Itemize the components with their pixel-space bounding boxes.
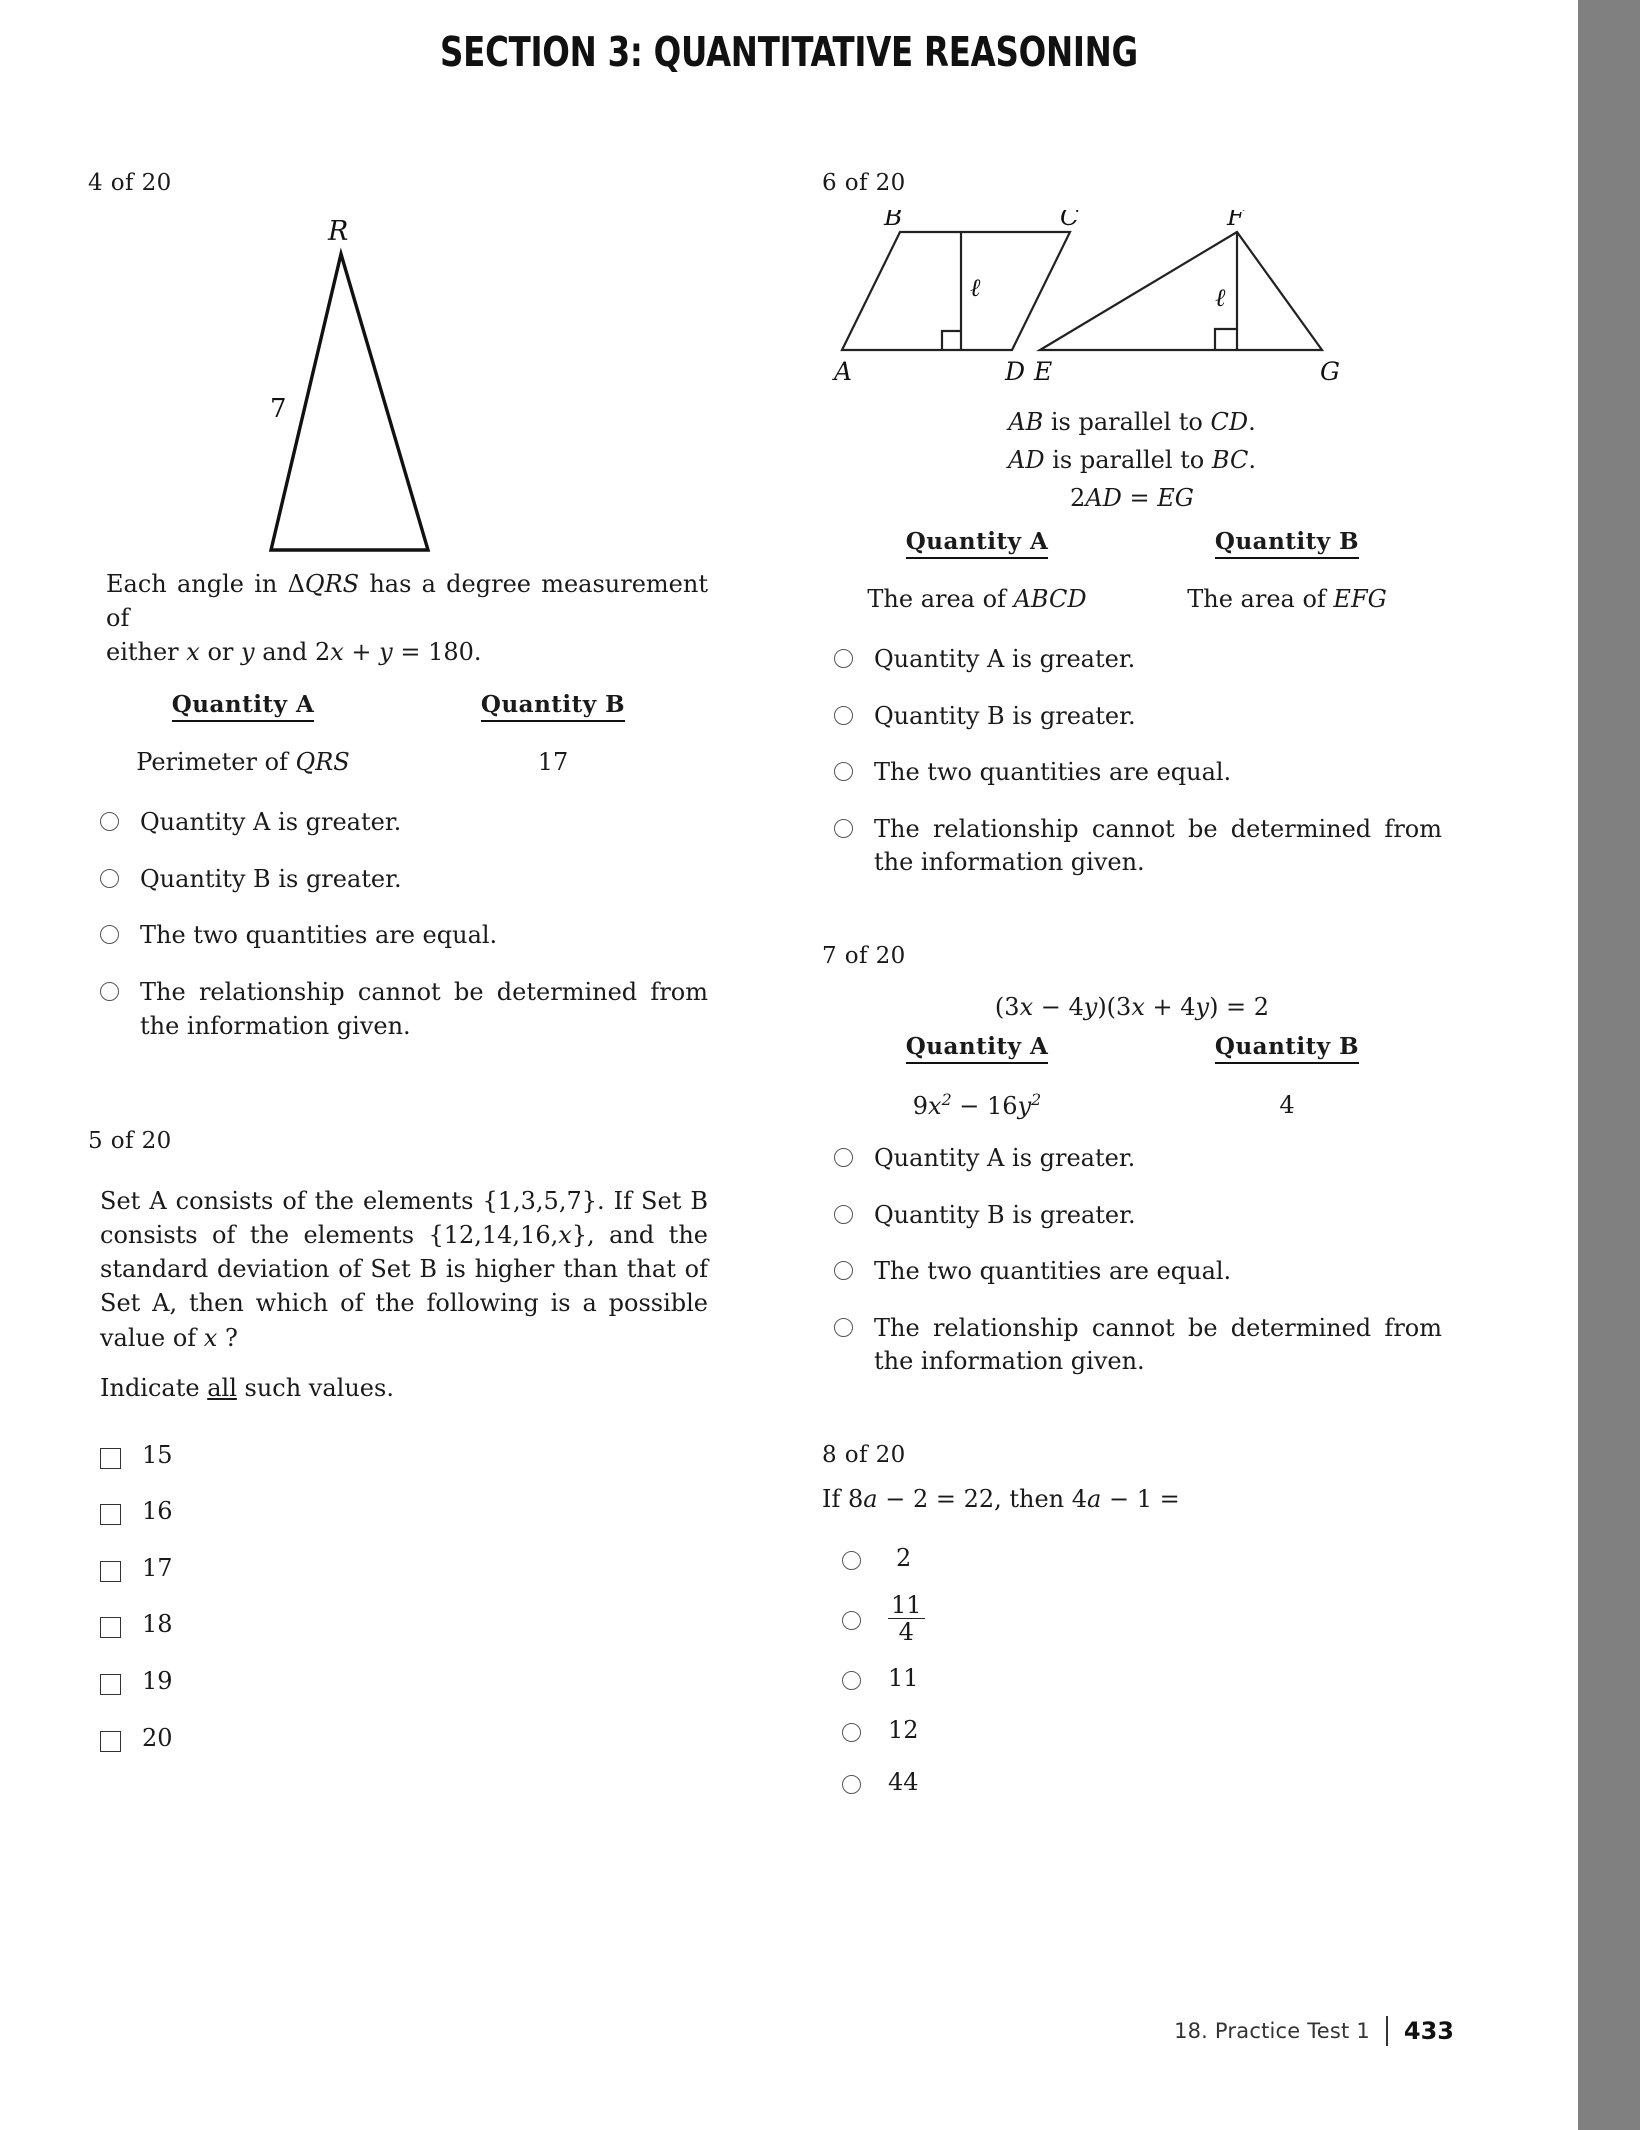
- checkbox-icon[interactable]: [100, 1561, 121, 1582]
- q4-quantity-b-value: 17: [537, 748, 569, 777]
- question-6-figure: [822, 210, 1442, 390]
- right-column: [822, 170, 1442, 1817]
- option-label: 12: [888, 1715, 919, 1744]
- checkbox-label: 17: [142, 1553, 173, 1582]
- question-8-stem: If 8a − 2 = 22, then 4a − 1 =: [822, 1484, 1180, 1513]
- radio-circle-icon[interactable]: [834, 649, 853, 668]
- option-label: The relationship cannot be determined from the information given.: [874, 1313, 1442, 1376]
- question-6-options: [834, 643, 1442, 880]
- fraction-numerator: 11: [891, 1590, 922, 1619]
- option-label: Quantity A is greater.: [874, 1143, 1136, 1172]
- radio-circle-icon[interactable]: [834, 819, 853, 838]
- question-4-figure: [88, 202, 708, 557]
- radio-circle-icon[interactable]: [834, 1318, 853, 1337]
- option-row[interactable]: [834, 1142, 1442, 1176]
- question-4: [88, 170, 708, 1043]
- radio-circle-icon[interactable]: [834, 706, 853, 725]
- question-5-number: 5 of 20: [88, 1128, 172, 1155]
- option-label: The two quantities are equal.: [140, 921, 498, 950]
- question-7: [822, 943, 1442, 1379]
- q7-quantity-a-header: Quantity A: [906, 1033, 1049, 1064]
- radio-circle-icon[interactable]: [842, 1611, 861, 1630]
- option-row[interactable]: [842, 1542, 1442, 1576]
- checkbox-label: 16: [142, 1497, 173, 1526]
- fraction-denominator: 4: [888, 1618, 925, 1646]
- option-label: 44: [888, 1767, 919, 1796]
- checkbox-row[interactable]: [100, 1722, 708, 1756]
- question-4-number: 4 of 20: [88, 170, 172, 196]
- q4-quantity-a-value: Perimeter of QRS: [136, 748, 350, 777]
- checkbox-label: 18: [142, 1610, 173, 1639]
- question-5-stem: [100, 1184, 708, 1354]
- fraction: [888, 1592, 925, 1647]
- question-5-stem-text: Set A consists of the elements {1,3,5,7}. If Set B consists of the elements {12,14,16,x}, and the standard deviation of Set B is higher than that of Set A, then which of the following is a possible value of x ?: [100, 1187, 708, 1352]
- label-height-l-right: ℓ: [1215, 283, 1226, 312]
- footer-divider: [1386, 2016, 1388, 2046]
- question-7-equation: (3x − 4y)(3x + 4y) = 2: [994, 992, 1270, 1021]
- label-vertex-b: B: [884, 210, 903, 231]
- label-vertex-d: D: [1005, 357, 1026, 386]
- label-vertex-g: G: [1320, 357, 1340, 386]
- checkbox-row[interactable]: [100, 1495, 708, 1529]
- question-4-stem-line1: Each angle in ΔQRS has a degree measurement of: [106, 570, 708, 633]
- q7-quantity-b-value: 4: [1279, 1090, 1295, 1119]
- radio-circle-icon[interactable]: [842, 1723, 861, 1742]
- option-label: Quantity A is greater.: [874, 645, 1136, 673]
- question-8-choices: [842, 1542, 1442, 1799]
- question-5: [88, 1128, 708, 1755]
- question-7-quantity-table: [822, 1033, 1442, 1120]
- instruction-post: such values.: [236, 1373, 394, 1402]
- checkbox-icon[interactable]: [100, 1674, 121, 1695]
- option-row[interactable]: [100, 806, 708, 840]
- question-4-quantity-table: [88, 691, 708, 776]
- option-label: The relationship cannot be determined from the information given.: [874, 814, 1442, 877]
- question-4-options: [100, 806, 708, 1043]
- right-edge-bar: [1578, 0, 1640, 2130]
- label-height-l-left: ℓ: [970, 273, 981, 302]
- label-vertex-f: F: [1227, 210, 1245, 231]
- option-row[interactable]: [834, 1255, 1442, 1289]
- footer-chapter: 18. Practice Test 1: [1174, 2019, 1370, 2043]
- radio-circle-icon[interactable]: [100, 869, 119, 888]
- q6-quantity-a-header-cell: [822, 528, 1132, 559]
- parallelogram-triangle-svg: [822, 210, 1442, 390]
- q7-quantity-a-header-cell: [822, 1033, 1132, 1064]
- radio-circle-icon[interactable]: [834, 1148, 853, 1167]
- option-row[interactable]: [842, 1590, 1442, 1649]
- checkbox-label: 19: [142, 1667, 173, 1696]
- instruction-pre: Indicate: [100, 1373, 208, 1402]
- radio-circle-icon[interactable]: [842, 1671, 861, 1690]
- q6-quantity-a-value: The area of ABCD: [867, 585, 1087, 613]
- checkbox-row[interactable]: [100, 1439, 708, 1473]
- checkbox-icon[interactable]: [100, 1617, 121, 1638]
- checkbox-row[interactable]: [100, 1608, 708, 1642]
- q6-given-line3: 2AD = EG: [1070, 484, 1194, 512]
- label-side-7: 7: [270, 394, 287, 424]
- option-label: The two quantities are equal.: [874, 1257, 1232, 1286]
- question-4-stem: [106, 567, 708, 669]
- option-row[interactable]: [100, 919, 708, 953]
- q6-given-line1: AB is parallel to CD.: [1008, 408, 1256, 436]
- checkbox-icon[interactable]: [100, 1504, 121, 1525]
- option-row[interactable]: [100, 976, 708, 1043]
- option-label: The relationship cannot be determined from the information given.: [140, 978, 708, 1040]
- radio-circle-icon[interactable]: [100, 982, 119, 1001]
- q6-quantity-b-value: The area of EFG: [1187, 585, 1387, 613]
- q6-given-line2: AD is parallel to BC.: [1008, 446, 1256, 474]
- q6-quantity-a-header: Quantity A: [906, 528, 1049, 559]
- page-title: SECTION 3: QUANTITATIVE REASONING: [440, 28, 1138, 76]
- question-5-choices: [100, 1439, 708, 1756]
- label-vertex-a: A: [834, 357, 853, 386]
- page-footer: [1174, 2016, 1454, 2046]
- label-vertex-r: R: [328, 216, 349, 247]
- option-row[interactable]: [834, 813, 1442, 880]
- radio-circle-icon[interactable]: [100, 925, 119, 944]
- checkbox-icon[interactable]: [100, 1448, 121, 1469]
- checkbox-row[interactable]: [100, 1665, 708, 1699]
- option-label: Quantity B is greater.: [874, 1200, 1136, 1229]
- radio-circle-icon[interactable]: [834, 1261, 853, 1280]
- question-8: [822, 1442, 1442, 1799]
- option-row[interactable]: [834, 756, 1442, 790]
- option-label: Quantity A is greater.: [140, 808, 402, 837]
- option-label-fraction: [888, 1590, 1442, 1649]
- left-column: [88, 170, 708, 1778]
- question-6: [822, 170, 1442, 880]
- option-row[interactable]: [834, 1199, 1442, 1233]
- option-row[interactable]: [100, 863, 708, 897]
- radio-circle-icon[interactable]: [834, 1205, 853, 1224]
- checkbox-label: 15: [142, 1440, 173, 1469]
- option-row[interactable]: [834, 643, 1442, 677]
- question-5-instruction: [100, 1371, 708, 1405]
- radio-circle-icon[interactable]: [842, 1775, 861, 1794]
- option-row[interactable]: [834, 1312, 1442, 1379]
- radio-circle-icon[interactable]: [100, 812, 119, 831]
- q4-quantity-a-header-cell: [88, 691, 398, 722]
- q4-quantity-a-header: Quantity A: [172, 691, 315, 722]
- question-6-quantity-table: [822, 528, 1442, 613]
- label-vertex-c: C: [1060, 210, 1080, 231]
- question-8-number: 8 of 20: [822, 1441, 906, 1468]
- option-row[interactable]: [842, 1714, 1442, 1748]
- option-label: Quantity B is greater.: [874, 701, 1136, 730]
- option-label: The two quantities are equal.: [874, 758, 1232, 787]
- option-label: 11: [888, 1664, 919, 1693]
- footer-page-number: 433: [1403, 2017, 1454, 2045]
- triangle-qrs-svg: [88, 202, 708, 557]
- q6-quantity-b-header: Quantity B: [1215, 528, 1359, 559]
- option-row[interactable]: [842, 1766, 1442, 1800]
- radio-circle-icon[interactable]: [842, 1551, 861, 1570]
- option-label: 2: [896, 1544, 912, 1573]
- question-4-stem-line2: either x or y and 2x + y = 180.: [106, 638, 482, 667]
- question-7-options: [834, 1142, 1442, 1379]
- radio-circle-icon[interactable]: [834, 762, 853, 781]
- option-row[interactable]: [834, 700, 1442, 734]
- q7-quantity-b-header-cell: [1132, 1033, 1442, 1064]
- q6-quantity-b-header-cell: [1132, 528, 1442, 559]
- instruction-emphasis: all: [207, 1373, 237, 1402]
- q7-quantity-b-header: Quantity B: [1215, 1033, 1359, 1064]
- option-label: Quantity B is greater.: [140, 864, 402, 893]
- checkbox-label: 20: [142, 1723, 173, 1752]
- question-6-number: 6 of 20: [822, 170, 906, 196]
- q4-quantity-b-header-cell: [398, 691, 708, 722]
- q4-quantity-b-header: Quantity B: [481, 691, 625, 722]
- q7-quantity-a-value: $9x^2 - 16y^2$: [912, 1089, 1042, 1120]
- option-row[interactable]: [842, 1662, 1442, 1696]
- checkbox-icon[interactable]: [100, 1731, 121, 1752]
- checkbox-row[interactable]: [100, 1552, 708, 1586]
- label-vertex-e: E: [1034, 357, 1053, 386]
- question-7-number: 7 of 20: [822, 942, 906, 969]
